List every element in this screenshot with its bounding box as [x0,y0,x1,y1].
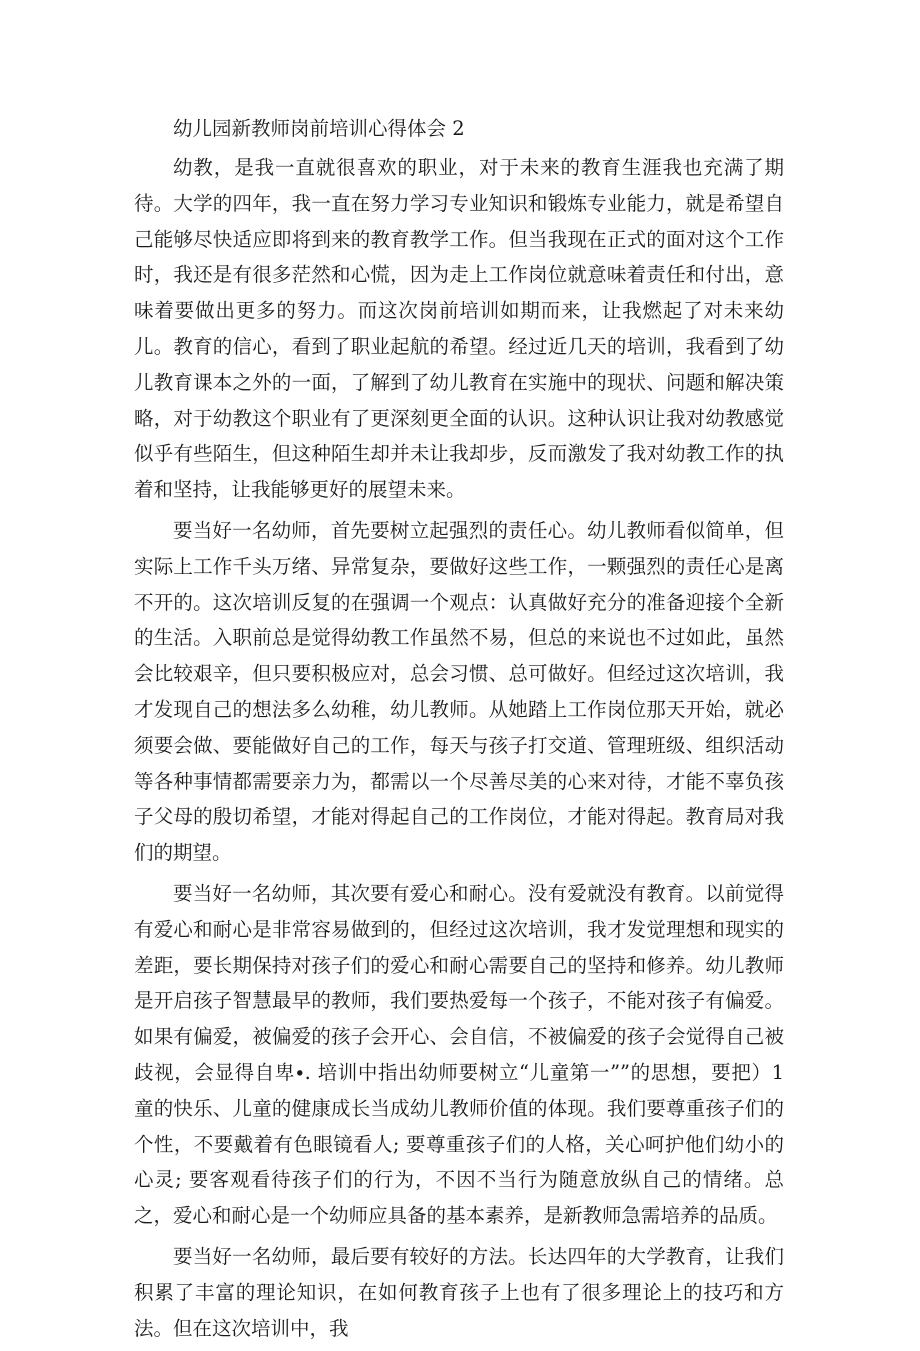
paragraph-2: 要当好一名幼师，首先要树立起强烈的责任心。幼儿教师看似简单，但实际上工作千头万绪、异常复杂，要做好这些工作，一颗强烈的责任心是离不开的。这次培训反复的在强调一个观点：认真做好充分的准备迎接个全新的生活。入职前总是觉得幼教工作虽然不易，但总的来说也不过如此，虽然会比较艰辛，但只要积极应对，总会习惯、总可做好。但经过这次培训，我才发现自己的想法多么幼稚，幼儿教师。从她踏上工作岗位那天开始，就必须要会做、要能做好自己的工作，每天与孩子打交道、管理班级、组织活动等各种事情都需要亲力为，都需以一个尽善尽美的心来对待，才能不辜负孩子父母的殷切希望，才能对得起自己的工作岗位，才能对得起。教育局对我们的期望。 [134,518,784,865]
document-body [134,108,784,1351]
paragraph-1: 幼教，是我一直就很喜欢的职业，对于未来的教育生涯我也充满了期待。大学的四年，我一直在努力学习专业知识和锻炼专业能力，就是希望自己能够尽快适应即将到来的教育教学工作。但当我现在正式的面对这个工作时，我还是有很多茫然和心慌，因为走上工作岗位就意味着责任和付出，意味着要做出更多的努力。而这次岗前培训如期而来，让我燃起了对未来幼儿。教育的信心，看到了职业起航的希望。经过近几天的培训，我看到了幼儿教育课本之外的一面，了解到了幼儿教育在实施中的现状、问题和解决策略，对于幼教这个职业有了更深刻更全面的认识。这种认识让我对幼教感觉似乎有些陌生，但这种陌生却并未让我却步，反而激发了我对幼教工作的执着和坚持，让我能够更好的展望未来。 [134,156,784,502]
paragraph-4: 要当好一名幼师，最后要有较好的方法。长达四年的大学教育，让我们积累了丰富的理论知识，在如何教育孩子上也有了很多理论上的技巧和方法。但在这次培训中，我 [134,1244,784,1340]
document-title: 幼儿园新教师岗前培训心得体会 2 [173,117,465,140]
paragraph-3: 要当好一名幼师，其次要有爱心和耐心。没有爱就没有教育。以前觉得有爱心和耐心是非常容易做到的，但经过这次培训，我才发觉理想和现实的差距，要长期保持对孩子们的爱心和耐心需要自己的坚持和修养。幼儿教师是开启孩子智慧最早的教师，我们要热爱每一个孩子，不能对孩子有偏爱。如果有偏爱，被偏爱的孩子会开心、会自信，不被偏爱的孩子会觉得自己被歧视，会显得自卑∙. 培训中指出幼师要树立“儿童第一””的思想，要把）1 童的快乐、儿童的健康成长当成幼儿教师价值的体现。我们要尊重孩子们的个性，不要戴着有色眼镜看人; 要尊重孩子们的人格，关心呵护他们幼小的心灵; 要客观看待孩子们的行为，不因不当行为随意放纵自己的情绪。总之，爱心和耐心是一个幼师应具备的基本素养，是新教师急需培养的品质。 [134,881,784,1228]
